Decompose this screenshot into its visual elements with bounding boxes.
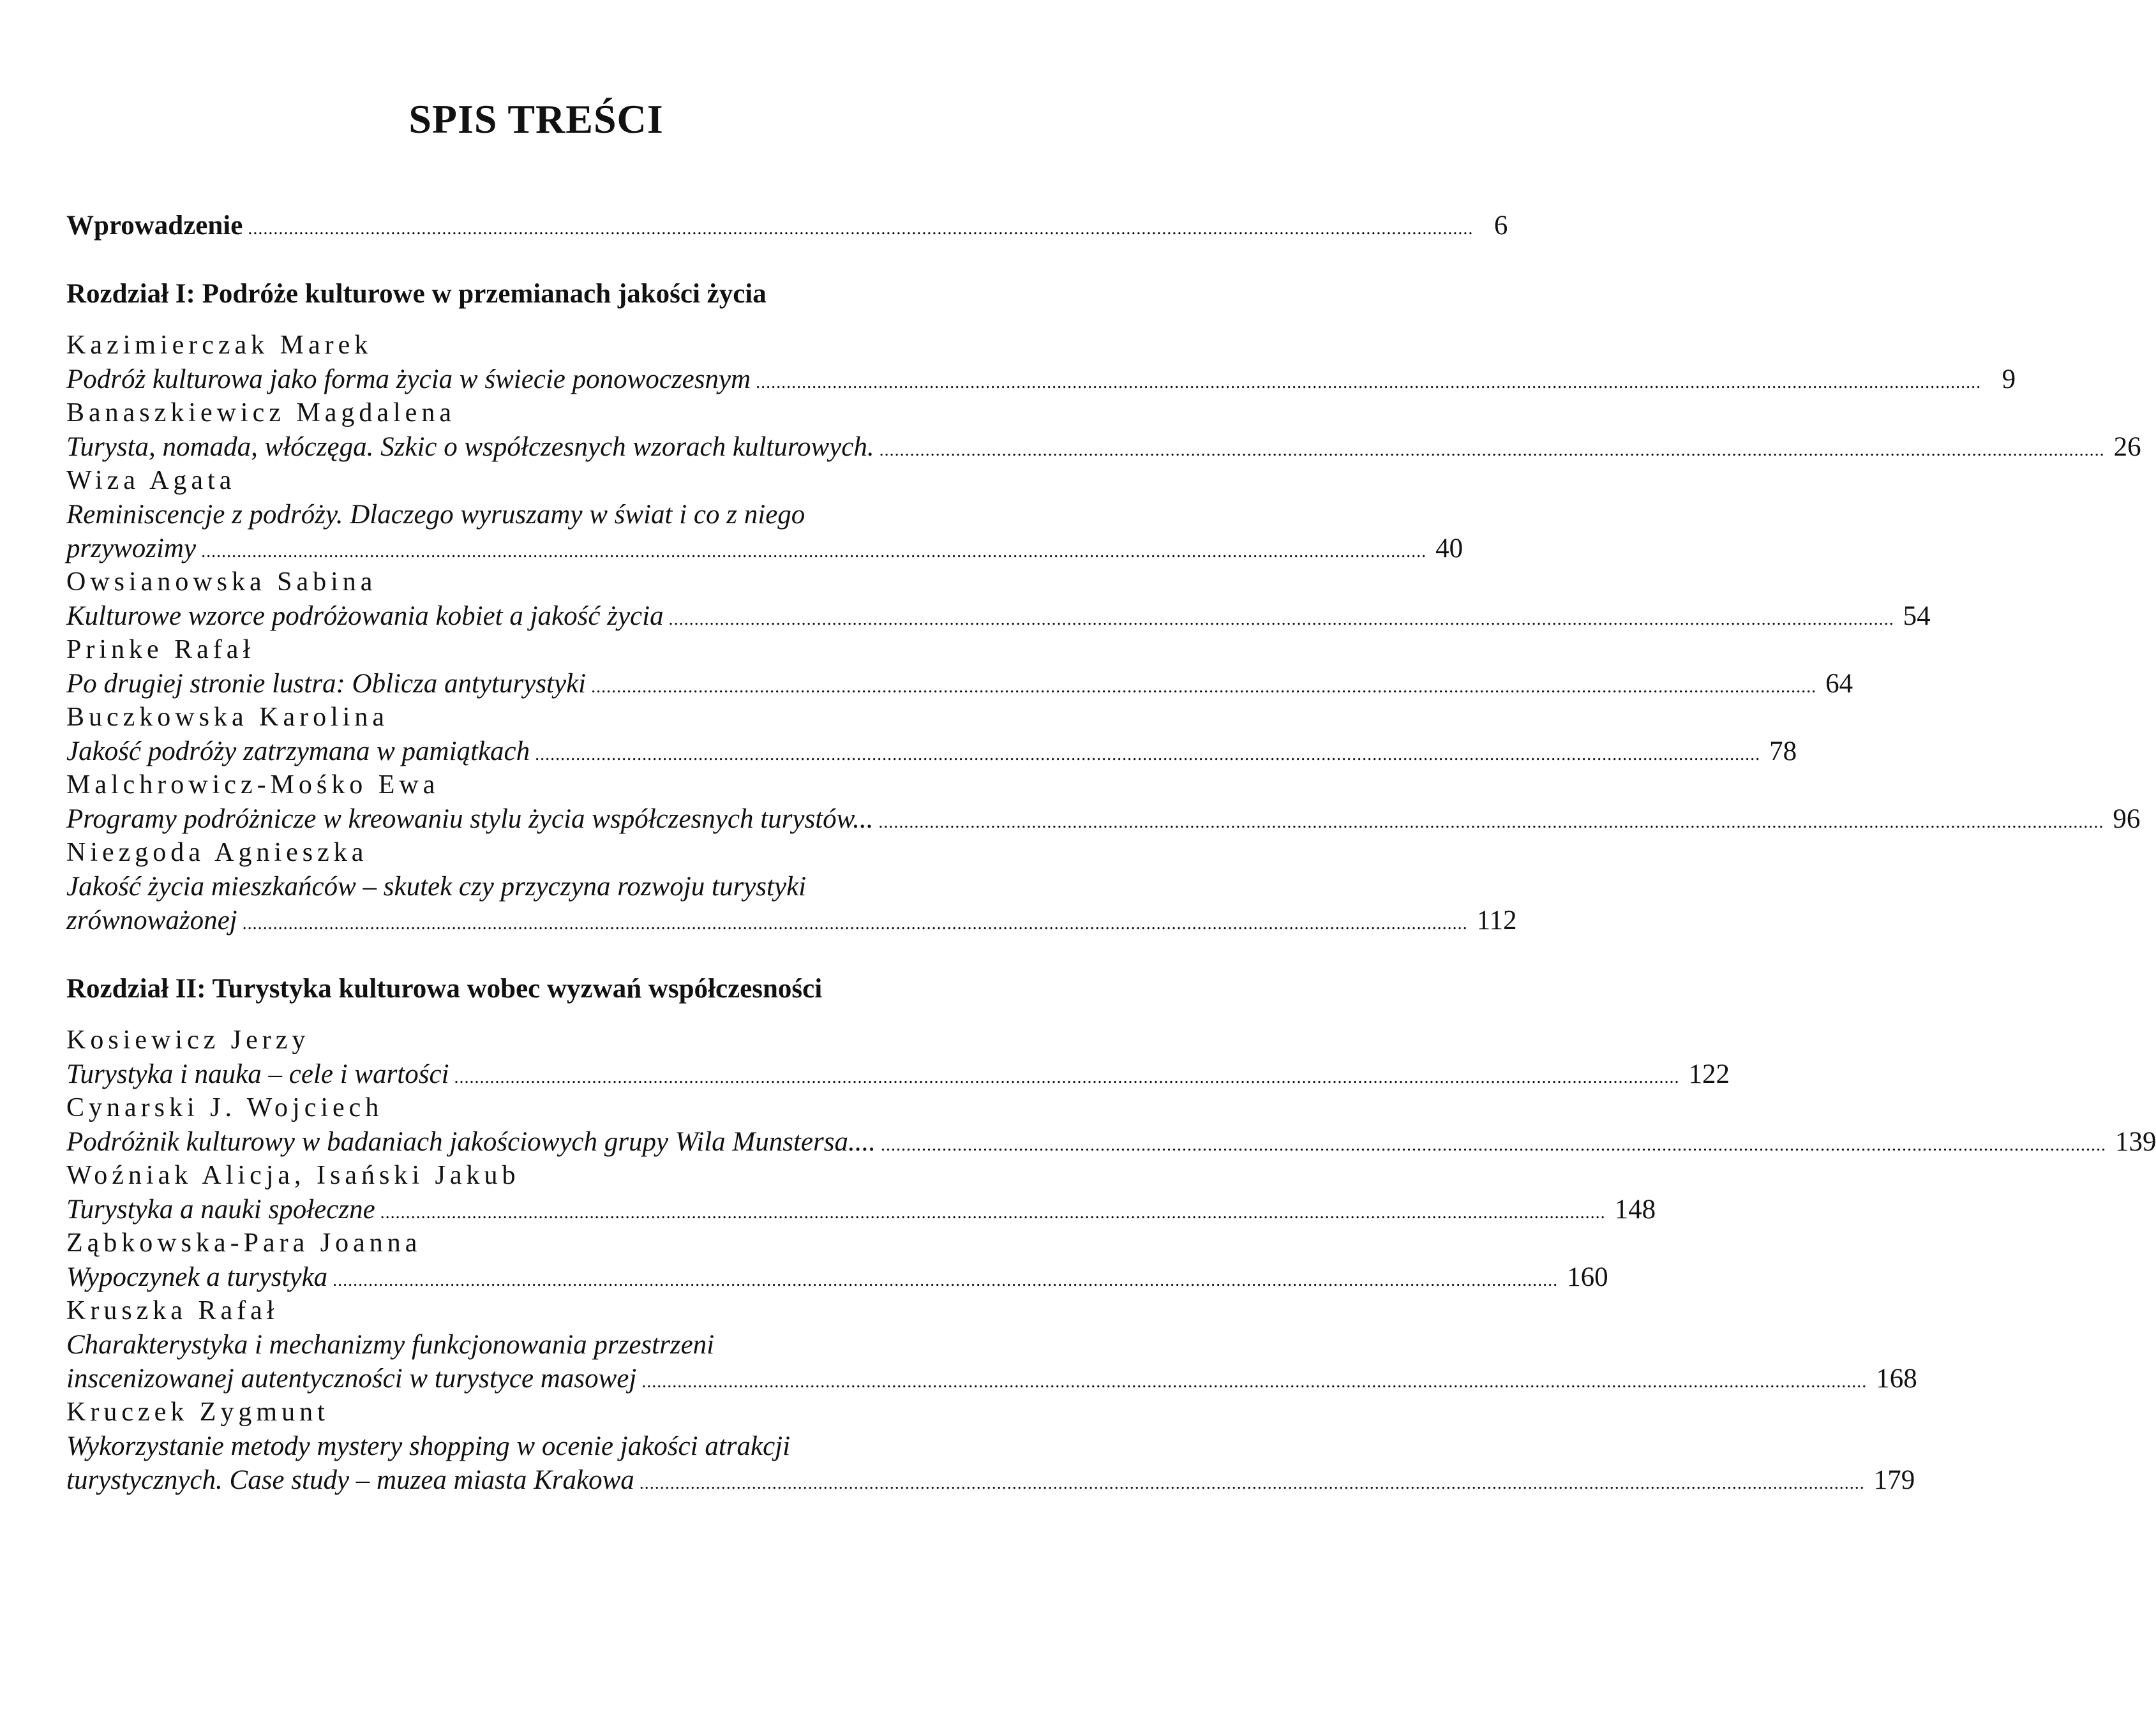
entry-title-row bbox=[66, 1125, 2156, 1159]
entry-title-line: Wykorzystanie metody mystery shopping w ocenie jakości atrakcji bbox=[66, 1431, 791, 1461]
entry-title-row bbox=[66, 667, 1853, 701]
entry-author: Owsianowska Sabina bbox=[66, 567, 377, 597]
entry-title-line: Charakterystyka i mechanizmy funkcjonowania przestrzeni bbox=[66, 1330, 715, 1360]
entry-author: Kruczek Zygmunt bbox=[66, 1397, 329, 1427]
entry-title: Turysta, nomada, włóczęga. Szkic o współczesnych wzorach kulturowych. bbox=[66, 432, 874, 462]
entry-title-row bbox=[66, 430, 2141, 464]
page-number: 96 bbox=[2113, 804, 2141, 834]
entry-title-row bbox=[66, 1193, 1656, 1226]
entry-author: Kruszka Rafał bbox=[66, 1296, 279, 1325]
page-number: 40 bbox=[1435, 533, 1464, 563]
page-number: 168 bbox=[1876, 1364, 1917, 1394]
entry-author: Ząbkowska-Para Joanna bbox=[66, 1228, 422, 1258]
dot-leader: ................................................................................................................................................................................................................................................ bbox=[639, 1473, 1865, 1493]
dot-leader: ................................................................................................................................................................................................................................................ bbox=[380, 1203, 1606, 1223]
toc-entry[interactable] bbox=[66, 701, 1797, 768]
entry-author: Buczkowska Karolina bbox=[66, 703, 389, 732]
page-number: 179 bbox=[1873, 1465, 1915, 1495]
dot-leader: ................................................................................................................................................................................................................................................ bbox=[242, 914, 1468, 934]
page-number: 160 bbox=[1567, 1262, 1608, 1292]
entry-title-row bbox=[66, 1057, 1730, 1091]
toc-entry[interactable] bbox=[66, 768, 2141, 836]
toc-entry[interactable] bbox=[66, 633, 1853, 701]
page-number: 6 bbox=[1493, 211, 1508, 241]
entry-title-row bbox=[66, 532, 1464, 565]
entry-title: Podróż kulturowa jako forma życia w świecie ponowoczesnym bbox=[66, 364, 751, 394]
entry-title: Po drugiej stronie lustra: Oblicza antyturystyki bbox=[66, 669, 587, 699]
dot-leader: ................................................................................................................................................................................................................................................ bbox=[668, 609, 1894, 629]
intro-label: Wprowadzenie bbox=[66, 211, 243, 241]
entry-title-row bbox=[66, 802, 2141, 836]
toc-entry[interactable] bbox=[66, 1091, 2156, 1159]
entry-author: Kazimierczak Marek bbox=[66, 331, 373, 360]
dot-leader: ................................................................................................................................................................................................................................................ bbox=[879, 440, 2105, 460]
entry-title: Programy podróżnicze w kreowaniu stylu życia współczesnych turystów... bbox=[66, 804, 874, 834]
toc-entry[interactable] bbox=[66, 1159, 1656, 1226]
entry-author: Wiza Agata bbox=[66, 466, 236, 495]
chapter-2-heading: Rozdział II: Turystyka kulturowa wobec wyzwań współczesności bbox=[66, 974, 823, 1004]
toc-entry[interactable] bbox=[66, 1226, 1608, 1294]
dot-leader: ................................................................................................................................................................................................................................................ bbox=[201, 542, 1427, 562]
dot-leader: ................................................................................................................................................................................................................................................ bbox=[591, 677, 1817, 697]
dot-leader: ................................................................................................................................................................................................................................................ bbox=[756, 373, 1982, 392]
entry-title-row bbox=[66, 1463, 1915, 1497]
entry-title-line: Reminiscencje z podróży. Dlaczego wyruszamy w świat i co z niego bbox=[66, 500, 805, 530]
dot-leader: ................................................................................................................................................................................................................................................ bbox=[878, 812, 2104, 832]
page-number: 78 bbox=[1769, 736, 1797, 766]
entry-title-row bbox=[66, 362, 2016, 396]
toc-entry[interactable] bbox=[66, 836, 1517, 937]
toc-entry[interactable] bbox=[66, 1396, 1915, 1497]
entry-author: Cynarski J. Wojciech bbox=[66, 1093, 384, 1122]
page-number: 26 bbox=[2113, 432, 2141, 462]
chapter-1-heading: Rozdział I: Podróże kulturowe w przemianach jakości życia bbox=[66, 279, 767, 309]
chapter-2-entries bbox=[66, 1024, 2156, 1497]
entry-title: Kulturowe wzorce podróżowania kobiet a jakość życia bbox=[66, 601, 664, 631]
entry-title-row bbox=[66, 1260, 1608, 1294]
entry-title-line: Jakość życia mieszkańców – skutek czy przyczyna rozwoju turystyki bbox=[66, 872, 807, 902]
entry-title-row bbox=[66, 1362, 1917, 1396]
entry-title-row bbox=[66, 599, 1931, 633]
toc-entry[interactable] bbox=[66, 1024, 1730, 1091]
page-number: 64 bbox=[1825, 669, 1853, 699]
entry-title: Jakość podróży zatrzymana w pamiątkach bbox=[66, 736, 530, 766]
toc-entry[interactable] bbox=[66, 1294, 1917, 1396]
entry-title: przywozimy bbox=[66, 533, 197, 563]
entry-author: Woźniak Alicja, Isański Jakub bbox=[66, 1161, 520, 1190]
page-number: 54 bbox=[1903, 601, 1931, 631]
dot-leader: ................................................................................................................................................................................................................................................ bbox=[880, 1135, 2106, 1155]
table-of-contents bbox=[66, 209, 2156, 1497]
toc-entry[interactable] bbox=[66, 329, 2016, 396]
page-number: 122 bbox=[1688, 1059, 1730, 1089]
toc-entry[interactable] bbox=[66, 396, 2141, 464]
entry-title: inscenizowanej autentyczności w turystyce masowej bbox=[66, 1364, 637, 1394]
entry-author: Prinke Rafał bbox=[66, 635, 255, 664]
entry-title: zrównoważonej bbox=[66, 905, 237, 935]
page-number: 112 bbox=[1476, 905, 1517, 935]
entry-title: turystycznych. Case study – muzea miasta Krakowa bbox=[66, 1465, 634, 1495]
entry-author: Banaszkiewicz Magdalena bbox=[66, 398, 456, 428]
dot-leader: ................................................................................................................................................................................................................................................ bbox=[333, 1271, 1559, 1290]
dot-leader: ................................................................................................................................................................................................................................................ bbox=[454, 1068, 1680, 1087]
dot-leader: ................................................................................................................................................................................................................................................ bbox=[535, 745, 1761, 764]
dot-leader: ................................................................................................................................................................................................................................................ bbox=[248, 219, 1474, 239]
chapter-1-entries bbox=[66, 329, 2141, 937]
entry-title: Wypoczynek a turystyka bbox=[66, 1262, 328, 1292]
toc-entry[interactable] bbox=[66, 464, 1464, 565]
entry-author: Kosiewicz Jerzy bbox=[66, 1025, 310, 1055]
toc-intro-row[interactable] bbox=[66, 209, 1508, 242]
page-number: 148 bbox=[1614, 1195, 1656, 1225]
entry-author: Malchrowicz-Mośko Ewa bbox=[66, 770, 440, 800]
entry-title-row bbox=[66, 904, 1517, 937]
entry-title: Turystyka a nauki społeczne bbox=[66, 1195, 375, 1225]
dot-leader: ................................................................................................................................................................................................................................................ bbox=[641, 1372, 1868, 1392]
page-number: 9 bbox=[2002, 364, 2016, 394]
entry-author: Niezgoda Agnieszka bbox=[66, 838, 368, 867]
entry-title-row bbox=[66, 734, 1797, 768]
toc-entry[interactable] bbox=[66, 565, 1931, 633]
page-title: SPIS TREŚCI bbox=[408, 96, 664, 142]
page-number: 139 bbox=[2115, 1127, 2156, 1157]
entry-title: Podróżnik kulturowy w badaniach jakościowych grupy Wila Munstersa.... bbox=[66, 1127, 876, 1157]
entry-title: Turystyka i nauka – cele i wartości bbox=[66, 1059, 449, 1089]
